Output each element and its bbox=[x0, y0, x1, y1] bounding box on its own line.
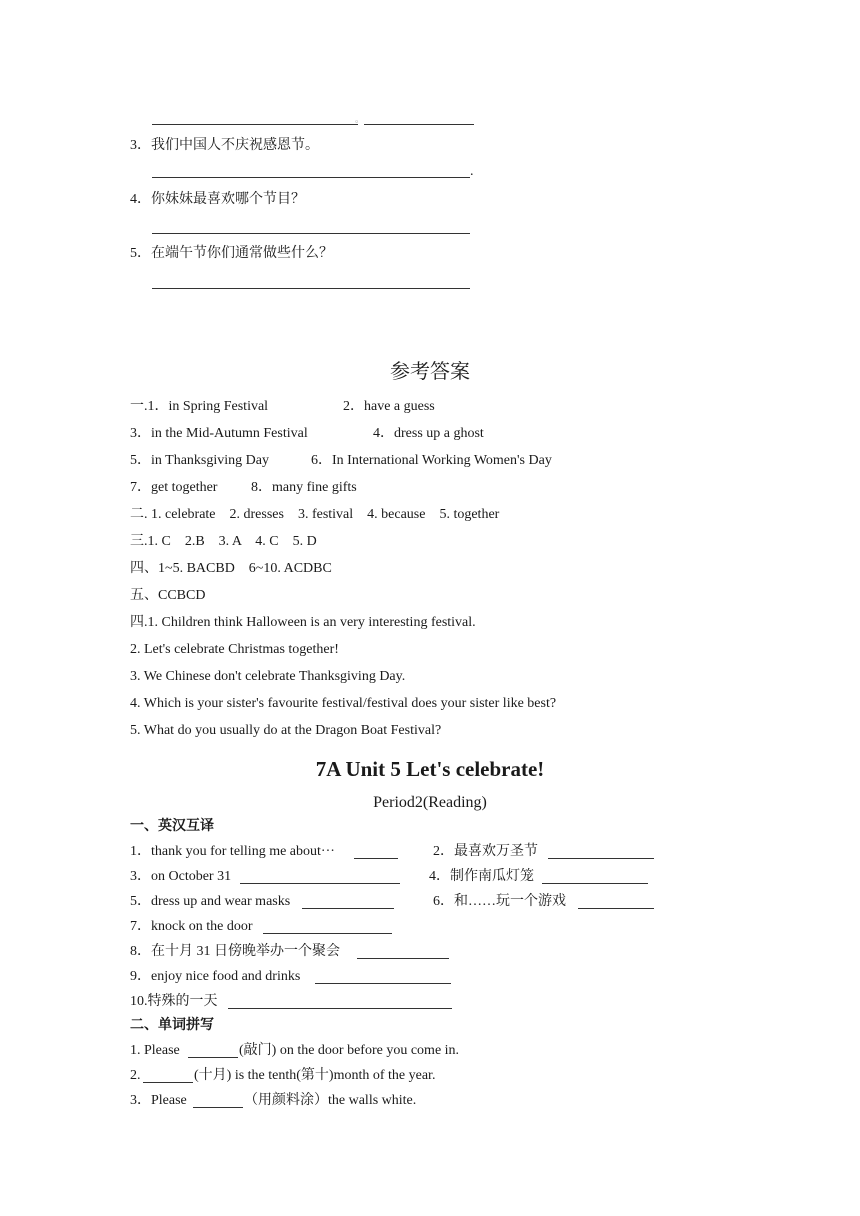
exercise-item: 7．knock on the door bbox=[130, 919, 253, 934]
exercise-item: 6．和……玩一个游戏 bbox=[433, 894, 566, 909]
answer-line: 四、1~5. BACBD 6~10. ACDBC bbox=[130, 561, 332, 576]
spelling-item: （用颜料涂）the walls white. bbox=[244, 1093, 417, 1108]
answer-blank[interactable] bbox=[364, 124, 474, 125]
answer-line: 8．many fine gifts bbox=[251, 480, 357, 495]
unit-title: 7A Unit 5 Let's celebrate! bbox=[315, 757, 545, 781]
exercise-item: 2．最喜欢万圣节 bbox=[433, 844, 538, 859]
answer-blank[interactable] bbox=[315, 983, 451, 984]
answer-blank[interactable] bbox=[152, 177, 470, 178]
answer-blank[interactable] bbox=[228, 1008, 452, 1009]
answer-line: 三.1. C 2.B 3. A 4. C 5. D bbox=[130, 534, 317, 549]
answer-line: 2．have a guess bbox=[343, 399, 435, 414]
period-mark: . bbox=[470, 164, 474, 179]
spelling-item: 2. bbox=[130, 1068, 141, 1083]
answer-blank[interactable] bbox=[240, 883, 400, 884]
answer-blank[interactable] bbox=[152, 288, 470, 289]
answer-blank[interactable] bbox=[354, 858, 398, 859]
exercise-item: 1．thank you for telling me about··· bbox=[130, 844, 335, 859]
answer-line: 4. Which is your sister's favourite festival/festival does your sister like best? bbox=[130, 696, 557, 711]
answer-line: 4．dress up a ghost bbox=[373, 426, 484, 441]
answer-line: 6．In International Working Women's Day bbox=[311, 453, 552, 468]
answer-line: 3．in the Mid-Autumn Festival bbox=[130, 426, 308, 441]
spelling-item: (十月) is the tenth(第十)month of the year. bbox=[194, 1068, 436, 1083]
answer-line: 二. 1. celebrate 2. dresses 3. festival 4. because 5. together bbox=[130, 507, 500, 522]
spelling-item: 1. Please bbox=[130, 1043, 184, 1058]
answer-line: 7．get together bbox=[130, 480, 218, 495]
answer-line: 2. Let's celebrate Christmas together! bbox=[130, 642, 339, 657]
answer-line: 五、CCBCD bbox=[130, 588, 206, 603]
section-heading: 二、单词拼写 bbox=[130, 1018, 214, 1033]
answer-blank[interactable] bbox=[143, 1082, 193, 1083]
answer-blank[interactable] bbox=[152, 124, 358, 125]
exercise-item: 8．在十月 31 日傍晚举办一个聚会 bbox=[130, 944, 340, 959]
exercise-item: 3．on October 31 bbox=[130, 869, 232, 884]
exercise-item: 4．制作南瓜灯笼 bbox=[429, 869, 534, 884]
answers-heading: 参考答案 bbox=[390, 361, 470, 383]
question-5: 5．在端午节你们通常做些什么？ bbox=[130, 246, 333, 261]
answer-line: 5. What do you usually do at the Dragon Boat Festival? bbox=[130, 723, 442, 738]
answer-blank[interactable] bbox=[263, 933, 392, 934]
answer-blank[interactable] bbox=[188, 1057, 238, 1058]
spelling-item: 3．Please bbox=[130, 1093, 187, 1108]
period-title: Period2(Reading) bbox=[373, 794, 487, 811]
question-3: 3．我们中国人不庆祝感恩节。 bbox=[130, 138, 319, 153]
exercise-item: 10.特殊的一天 bbox=[130, 994, 218, 1009]
section-heading: 一、英汉互译 bbox=[130, 819, 214, 834]
answer-blank[interactable] bbox=[548, 858, 654, 859]
answer-line: 一.1．in Spring Festival bbox=[130, 399, 269, 414]
answer-line: 四.1. Children think Halloween is an very interesting festival. bbox=[130, 615, 476, 630]
answer-blank[interactable] bbox=[152, 233, 470, 234]
answer-blank[interactable] bbox=[357, 958, 449, 959]
exercise-item: 9．enjoy nice food and drinks bbox=[130, 969, 301, 984]
spelling-item: (敲门) on the door before you come in. bbox=[239, 1043, 460, 1058]
answer-line: 3. We Chinese don't celebrate Thanksgiving Day. bbox=[130, 669, 406, 684]
question-4: 4．你妹妹最喜欢哪个节目？ bbox=[130, 192, 305, 207]
answer-blank[interactable] bbox=[542, 883, 648, 884]
dot-mark: 。 bbox=[355, 114, 365, 124]
answer-blank[interactable] bbox=[578, 908, 654, 909]
answer-blank[interactable] bbox=[193, 1107, 243, 1108]
answer-blank[interactable] bbox=[302, 908, 394, 909]
exercise-item: 5．dress up and wear masks bbox=[130, 894, 291, 909]
answer-line: 5．in Thanksgiving Day bbox=[130, 453, 269, 468]
